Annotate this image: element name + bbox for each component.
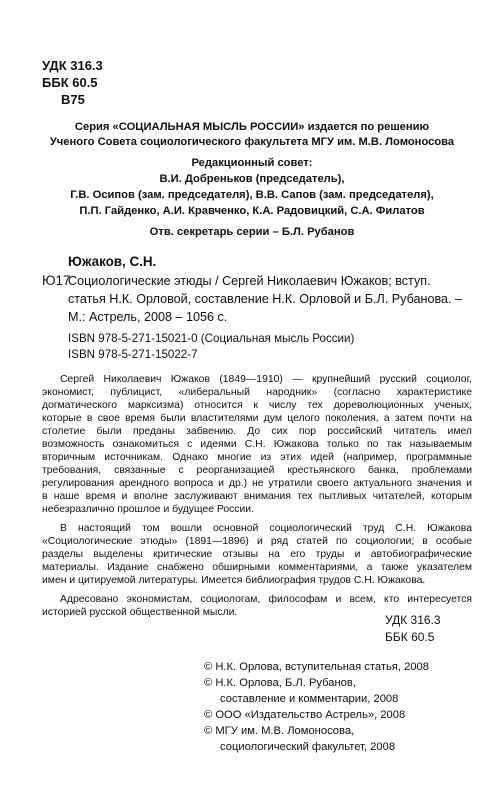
udk-code-footer: УДК 316.3 — [385, 613, 441, 627]
description-line: статья Н.К. Орловой, составление Н.К. Орловой и Б.Л. Рубанова. – — [68, 292, 463, 306]
annotation-line: возможность ознакомиться с идеями С.Н. Южакова только по так называемым — [42, 439, 472, 450]
description-line: Социологические этюды / Сергей Николаевич Южаков; вступ. — [68, 274, 431, 288]
editorial-board-line: В.И. Добреньков (председатель), — [159, 173, 345, 185]
annotation-line: регулирования арендного вопроса и др.) не утратили своего актуального значения и — [42, 478, 472, 489]
copyright-line: © ООО «Издательство Астрель», 2008 — [204, 709, 406, 721]
series-secretary: Отв. секретарь серии – Б.Л. Рубанов — [149, 226, 355, 238]
annotation-line: небезразлично прошлое и будущее России. — [42, 504, 255, 515]
series-note-line: Серия «СОЦИАЛЬНАЯ МЫСЛЬ РОССИИ» издается по решению — [74, 121, 430, 133]
annotation-line: имен и цитируемой литературы. Имеется библиография трудов С.Н. Южакова. — [42, 575, 426, 586]
copyright-line: © Н.К. Орлова, вступительная статья, 2008 — [204, 661, 429, 673]
annotation-line: экономист, публицист, «либеральный народник» (согласно характеристике — [42, 387, 472, 398]
copyright-line: составление и комментарии, 2008 — [220, 693, 399, 705]
author-sign: В75 — [61, 92, 85, 107]
annotation-line: «Социологические этюды» (1891—1896) и ряд статей по социологии; в особые — [42, 536, 472, 547]
udk-code: УДК 316.3 — [42, 58, 103, 73]
annotation-line: историей русской общественной мысли. — [42, 607, 238, 618]
editorial-board-line: П.П. Гайденко, А.И. Кравченко, К.А. Радовицкий, С.А. Филатов — [79, 205, 425, 217]
annotation-line: материалы. Издание снабжено обширными комментариями, а также указателем — [42, 562, 472, 573]
bbk-code-footer: ББК 60.5 — [385, 630, 435, 644]
copyright-line: © МГУ им. М.В. Ломоносова, — [204, 725, 355, 737]
editorial-board-line: Г.В. Осипов (зам. председателя), В.В. Сапов (зам. председателя), — [70, 189, 434, 201]
copyright-line: социологический факультет, 2008 — [220, 741, 396, 753]
annotation-line: которые в свое время были властителями дум целого поколения, а затем почти на — [42, 413, 472, 424]
catalog-mark: Ю17 — [42, 273, 71, 288]
annotation-line: Сергей Николаевич Южаков (1849—1910) — крупнейший русский социолог, — [60, 374, 472, 385]
series-note-line: Ученого Совета социологического факультета МГУ им. М.В. Ломоносова — [49, 136, 455, 148]
copyright-line: © Н.К. Орлова, Б.Л. Рубанов, — [204, 677, 356, 689]
annotation-line: столетие были преданы забвению. До сих пор российский читатель имел — [42, 426, 472, 437]
isbn-line: ISBN 978-5-271-15021-0 (Социальная мысль России) — [68, 332, 355, 345]
annotation-line: разделы выделены критические отзывы на его труды и автобиографические — [42, 549, 472, 560]
annotation-line: Адресовано экономистам, социологам, философам и всем, кто интересуется — [60, 594, 472, 605]
author-heading: Южаков, С.Н. — [68, 254, 157, 269]
annotation-line: догматического марксизма) относится к числу тех дореволюционных ученых, — [42, 400, 472, 411]
annotation-line: вторичным источникам. Однако многие из этих идей (например, программные — [42, 452, 472, 463]
annotation-line: требования, связанные с реорганизацией крестьянского банка, проблемами — [42, 465, 472, 476]
bbk-code: ББК 60.5 — [42, 75, 98, 90]
annotation-line: в наше время и вполне заслуживают внимания тех пытливых читателей, которым — [42, 491, 472, 502]
editorial-board-heading: Редакционный совет: — [191, 157, 313, 169]
description-line: М.: Астрель, 2008 – 1056 с. — [68, 310, 228, 324]
annotation-line: В настоящий том вошли основной социологический труд С.Н. Южакова — [60, 523, 472, 534]
isbn-line: ISBN 978-5-271-15022-7 — [68, 348, 198, 361]
